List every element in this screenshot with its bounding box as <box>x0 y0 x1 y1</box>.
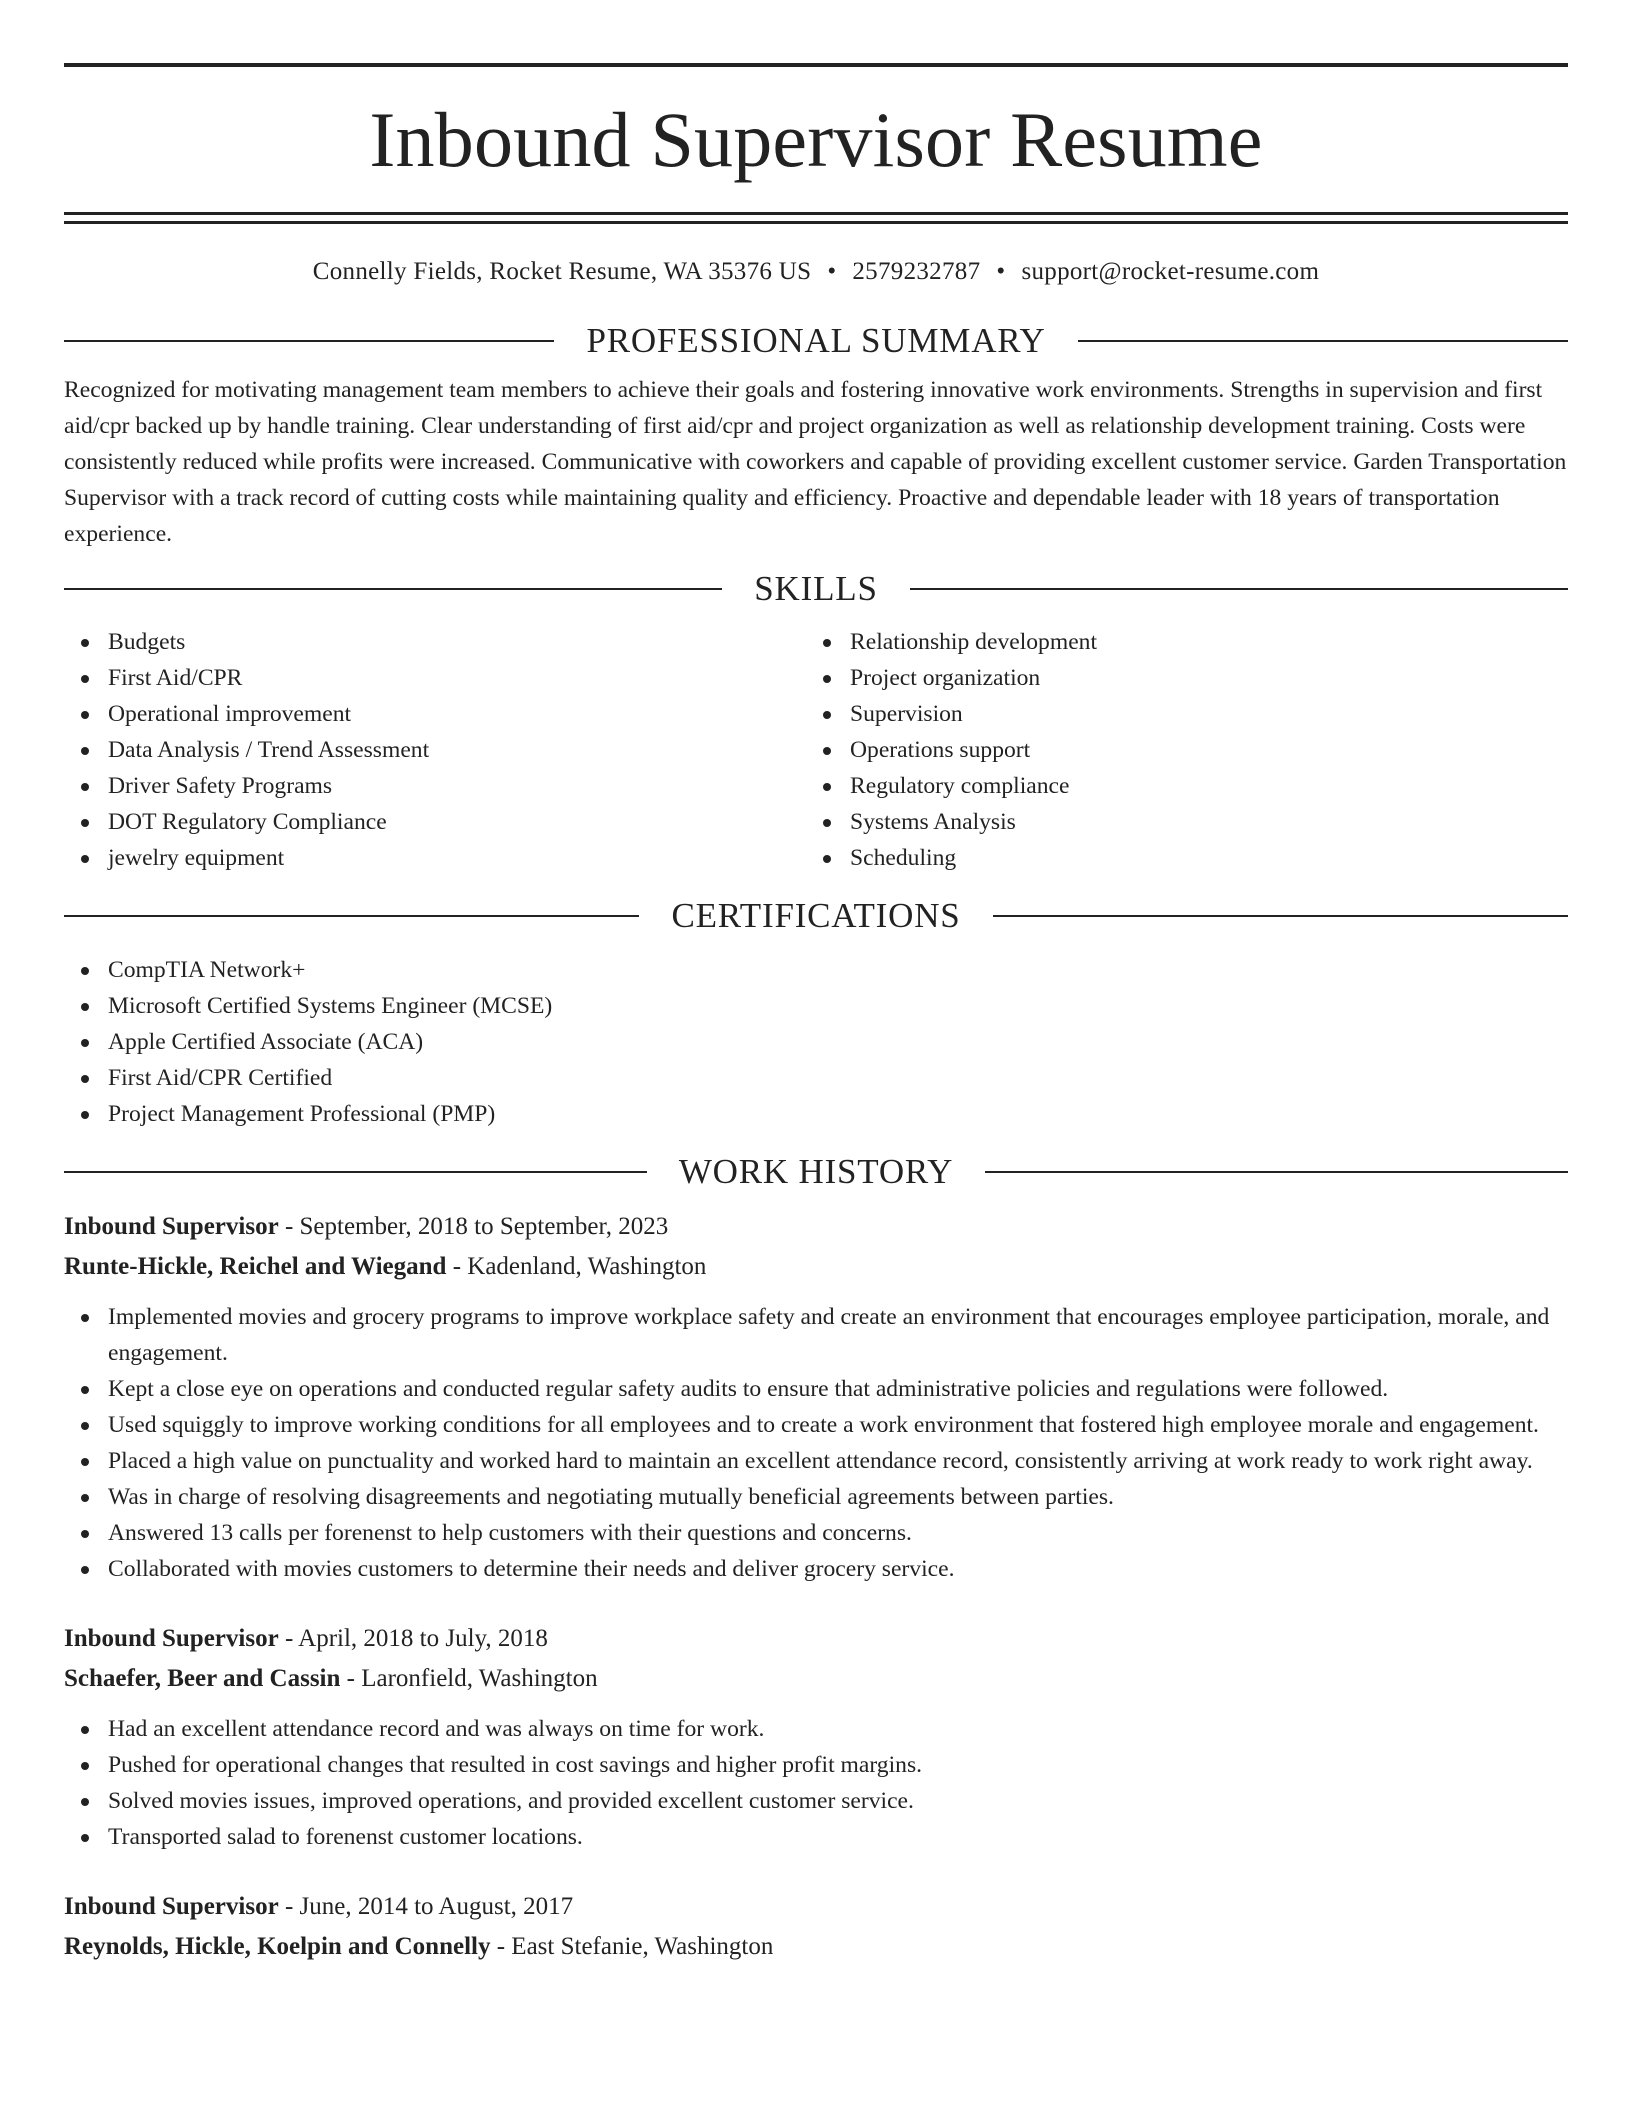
job-dates: June, 2014 to August, 2017 <box>299 1893 574 1920</box>
job-bullet: Used squiggly to improve working conditions for all employees and to create a work environment that fostered high employee morale and engagement. <box>64 1407 1568 1443</box>
heading-rule <box>64 588 722 590</box>
contact-line <box>64 257 1568 287</box>
job-bullet: Was in charge of resolving disagreements and negotiating mutually beneficial agreements between parties. <box>64 1479 1568 1515</box>
job-location: Kadenland, Washington <box>467 1253 707 1280</box>
work-history-heading <box>64 1149 1568 1195</box>
contact-phone: 2579232787 <box>852 258 981 285</box>
certification-item: Apple Certified Associate (ACA) <box>64 1024 1568 1060</box>
job-bullet: Transported salad to forenenst customer locations. <box>64 1819 1568 1855</box>
job-bullet: Collaborated with movies customers to determine their needs and deliver grocery service. <box>64 1551 1568 1587</box>
certifications-heading-label: CERTIFICATIONS <box>671 896 961 935</box>
job-title-line: Inbound Supervisor - April, 2018 to July, 2018 <box>64 1625 548 1652</box>
skill-item: Systems Analysis <box>806 804 1548 840</box>
job-company-line: Schaefer, Beer and Cassin - Laronfield, Washington <box>64 1665 598 1692</box>
job-bullet: Pushed for operational changes that resulted in cost savings and higher profit margins. <box>64 1747 1568 1783</box>
skill-item: Driver Safety Programs <box>64 768 806 804</box>
skill-item: Regulatory compliance <box>806 768 1548 804</box>
job-dates: April, 2018 to July, 2018 <box>298 1625 548 1652</box>
job-dates: September, 2018 to September, 2023 <box>299 1213 669 1240</box>
job-entry <box>64 1207 1568 1587</box>
certifications-list <box>64 952 1568 1132</box>
job-title-line: Inbound Supervisor - September, 2018 to September, 2023 <box>64 1213 669 1240</box>
skill-item: Operational improvement <box>64 696 806 732</box>
job-company-line: Reynolds, Hickle, Koelpin and Connelly - East Stefanie, Washington <box>64 1933 774 1960</box>
summary-text: Recognized for motivating management team members to achieve their goals and fostering innovative work environments. Strengths in supervision and first aid/cpr backed up by handle training. Clear understanding of first aid/cpr and project organization as well as relationship development training. Costs were consistently reduced while profits were increased. Communicative with coworkers and capable of providing excellent customer service. Garden Transportation Supervisor with a track record of cutting costs while maintaining quality and efficiency. Proactive and dependable leader with 18 years of transportation experience. <box>64 377 1567 547</box>
job-entry <box>64 1887 1568 1967</box>
certification-item: Project Management Professional (PMP) <box>64 1096 1568 1132</box>
job-bullet: Answered 13 calls per forenenst to help customers with their questions and concerns. <box>64 1515 1568 1551</box>
job-bullet: Kept a close eye on operations and conducted regular safety audits to ensure that administrative policies and regulations were followed. <box>64 1371 1568 1407</box>
contact-address: Connelly Fields, Rocket Resume, WA 35376 US <box>312 258 812 285</box>
job-company: Schaefer, Beer and Cassin <box>64 1665 341 1692</box>
job-title-line: Inbound Supervisor - June, 2014 to August, 2017 <box>64 1893 574 1920</box>
certification-item: First Aid/CPR Certified <box>64 1060 1568 1096</box>
job-bullet: Implemented movies and grocery programs to improve workplace safety and create an environment that encourages employee participation, morale, and engagement. <box>64 1299 1568 1371</box>
job-company: Runte-Hickle, Reichel and Wiegand <box>64 1253 447 1280</box>
skill-item: Data Analysis / Trend Assessment <box>64 732 806 768</box>
skill-item: Project organization <box>806 660 1548 696</box>
skill-item: Budgets <box>64 624 806 660</box>
resume-page <box>64 0 1568 1967</box>
skill-item: First Aid/CPR <box>64 660 806 696</box>
heading-rule <box>64 340 554 342</box>
certification-item: Microsoft Certified Systems Engineer (MCSE) <box>64 988 1568 1024</box>
contact-separator: • <box>827 258 837 285</box>
skills-heading-label: SKILLS <box>754 569 878 608</box>
contact-separator: • <box>996 258 1006 285</box>
skills-heading <box>64 566 1568 612</box>
certification-item: CompTIA Network+ <box>64 952 1568 988</box>
skill-item: Supervision <box>806 696 1548 732</box>
skill-item: Scheduling <box>806 840 1548 876</box>
job-title: Inbound Supervisor <box>64 1625 279 1652</box>
top-rule <box>64 63 1568 67</box>
skills-column-left <box>64 624 806 876</box>
summary-heading <box>64 318 1568 364</box>
skill-item: Operations support <box>806 732 1548 768</box>
job-title: Inbound Supervisor <box>64 1213 279 1240</box>
heading-rule <box>64 915 639 917</box>
heading-rule <box>985 1171 1568 1173</box>
resume-title: Inbound Supervisor Resume <box>369 96 1263 183</box>
heading-rule <box>910 588 1568 590</box>
skill-item: DOT Regulatory Compliance <box>64 804 806 840</box>
double-rule <box>64 212 1568 224</box>
job-bullet: Had an excellent attendance record and was always on time for work. <box>64 1711 1568 1747</box>
skill-item: Relationship development <box>806 624 1548 660</box>
job-location: East Stefanie, Washington <box>511 1933 774 1960</box>
certifications-heading <box>64 893 1568 939</box>
heading-rule <box>1078 340 1568 342</box>
job-company-line: Runte-Hickle, Reichel and Wiegand - Kadenland, Washington <box>64 1253 707 1280</box>
job-bullet: Solved movies issues, improved operations, and provided excellent customer service. <box>64 1783 1568 1819</box>
job-company: Reynolds, Hickle, Koelpin and Connelly <box>64 1933 491 1960</box>
job-location: Laronfield, Washington <box>361 1665 598 1692</box>
heading-rule <box>64 1171 647 1173</box>
job-entry <box>64 1619 1568 1855</box>
skills-column-right <box>806 624 1548 876</box>
skill-item: jewelry equipment <box>64 840 806 876</box>
job-bullet: Placed a high value on punctuality and worked hard to maintain an excellent attendance record, consistently arriving at work ready to work right away. <box>64 1443 1568 1479</box>
job-bullets <box>64 1299 1568 1587</box>
job-bullets <box>64 1711 1568 1855</box>
heading-rule <box>993 915 1568 917</box>
work-history-heading-label: WORK HISTORY <box>678 1152 954 1191</box>
contact-email: support@rocket-resume.com <box>1021 258 1320 285</box>
job-title: Inbound Supervisor <box>64 1893 279 1920</box>
summary-heading-label: PROFESSIONAL SUMMARY <box>586 321 1046 360</box>
skills-list <box>64 624 1568 876</box>
